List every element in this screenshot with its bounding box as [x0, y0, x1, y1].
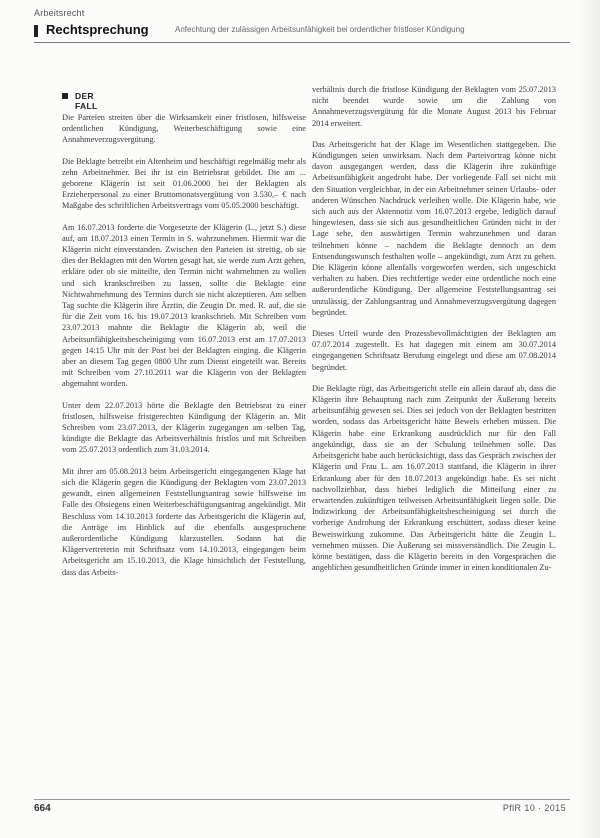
paragraph: Am 16.07.2013 forderte die Vorgesetzte der Klägerin (L., jetzt S.) diese auf, am 18.07.2013 einen Termin in S. wahrzunehmen. Hiermit war die Klägerin nicht einverstanden. Zwischen den Parteien ist streitig, ob sie dies der Beklagten mit den Worten gesagt hat, sie werde zum Arzt gehen, erkläre oder ob sie mitteilte, den Termin nicht wahrnehmen zu wollen und sich krankschreiben zu lassen, sollte die Beklagte eine Nichtwahrnehmung des Termins durch sie nicht akzeptieren. Am selben Tag suchte die Klägerin ihre Ärztin, die Zeugin Dr. med. R. auf, die sie für die Zeit vom 16. bis 19.07.2013 krankschrieb. Mit Schreiben vom 23.07.2013 mahnte die Beklagte die Klägerin ab, weil die Arbeitsunfähigkeitsbescheinigung vom 16.07.2013 erst am 17.07.2013 gegen 14:15 Uhr mit der Post bei der Beklagten einging. die Klägerin aber an diesem Tag gegen 0800 Uhr zum Dienst eingeteilt war. Bereits mit Schreiben vom 27.10.2011 war die Klägerin von der Beklagten abgemahnt worden. [62, 222, 306, 389]
header-title: Rechtsprechung [46, 22, 149, 37]
heading-bullet-icon [62, 93, 68, 99]
journal-reference: PflR 10 · 2015 [502, 803, 566, 813]
header-rule [34, 42, 570, 43]
paragraph: Die Beklagte betreibt ein Altenheim und beschäftigt regelmäßig mehr als zehn Arbeitnehmer. Bei ihr ist ein Betriebsrat gebildet. Die am ... geborene Klägerin ist seit 01.06.2000 bei der Beklagten als Erzieherpersonal zu einer Bruttomonatsvergütung von 3.530,– € nach Maßgabe des schriftlichen Arbeitsvertrags vom 05.05.2000 beschäftigt. [62, 156, 306, 211]
paragraph: Die Parteien streiten über die Wirksamkeit einer fristlosen, hilfsweise ordentlichen Kündigung, Weiterbeschäftigung sowie eine Annahmeverzugsvergütung. [62, 113, 306, 145]
paragraph: Mit ihrer am 05.08.2013 beim Arbeitsgericht eingegangenen Klage hat sich die Klägerin gegen die Kündigung der Beklagten vom 23.07.2013 gewandt, einen allgemeinen Feststellungsantrag sowie hilfsweise im Falle des Obsiegens einen Weiterbeschäftigungsantrag angekündigt. Mit Beschluss vom 14.10.2013 forderte das Arbeitsgericht die Klägerin auf, die Anträge im Hinblick auf die ebenfalls ausgesprochene außerordentliche Kündigung klarzustellen. Sodann hat die Klägervertreterin mit Schriftsatz vom 14.10.2013, eingegangen beim Arbeitsgericht am 15.10.2013, die Klage hinsichtlich der Feststellung, dass das Arbeits- [62, 466, 306, 577]
paragraph: Die Beklagte rügt, das Arbeitsgericht stelle ein allein darauf ab, dass die Klägerin ihre Behauptung nach zum Zeitpunkt der Äußerung bereits arbeitsunfähig gewesen sei. Dies sei jedoch von der Beklagten bestritten worden, sodass das Arbeitsgericht hätte Beweis erheben müssen. Die Klägerin habe eine Erkrankung ausdrücklich nur für den Fall angekündigt, dass sie an der Schulung teilnehmen solle. Das Arbeitsgericht habe auch berücksichtigt, dass das Gespräch zwischen der Klägerin und Frau L. am 16.07.2013 stattfand, die Klägerin in ihrer Erkrankung aber für den 18.07.2013 angekündigt habe. Es sei nicht nachvollziehbar, dass hiebei lediglich die Mitteilung einer zu erwartenden zukünftigen teilweisen Arbeitsunfähigkeit liegen solle. Die Indizwirkung der Arbeitsunfähigkeitsbescheinigung sei durch die vorherige Androhung der Erkrankung erschüttert, sodass dieser keine Beweiswirkung zukomme. Das Arbeitsgericht hätte die Zeugin L. vernehmen müssen. Die Äußerung sei missverständlich. Die Zeugin L. könne bestätigen, dass die Klägerin bereits in den Vorgesprächen die angeblichen gesundheitlichen Gründe immer in einen konditionalen Zu- [312, 383, 556, 573]
header-marker [34, 25, 38, 37]
paragraph: Unter dem 22.07.2013 hörte die Beklagte den Betriebsrat zu einer fristlosen, hilfsweise fristgerechten Kündigung der Klägerin an. Mit Schreiben vom 23.07.2013, der Klägerin zugegangen am selben Tag, kündigte die Beklagte das Arbeitsverhältnis fristlos und mit Schreiben vom 25.07.2013 ordentlich zum 31.03.2014. [62, 400, 306, 455]
scan-shadow [578, 0, 600, 838]
right-column [312, 84, 556, 583]
page-number: 664 [34, 803, 51, 814]
section-label: Arbeitsrecht [34, 8, 85, 18]
case-heading-label: DER FALL [75, 91, 98, 111]
paragraph: verhältnis durch die fristlose Kündigung der Beklagten vom 25.07.2013 nicht beendet wurde sowie um die Zahlung von Annahmeverzugsvergütung für die Monate August 2013 bis Februar 2014 erweitert. [312, 85, 556, 128]
page-header [34, 22, 574, 40]
left-column [62, 112, 306, 588]
header-subtitle: Anfechtung der zulässigen Arbeitsunfähigkeit bei ordentlicher fristloser Kündigung [175, 25, 465, 34]
paragraph: Dieses Urteil wurde den Prozessbevollmächtigten der Beklagten am 07.07.2014 zugestellt. Es hat dagegen mit einem am 30.07.2014 eingegangenen Schriftsatz Berufung eingelegt und diese am 07.08.2014 begründet. [312, 329, 556, 372]
paragraph: Das Arbeitsgericht hat der Klage im Wesentlichen stattgegeben. Die Kündigungen seien unwirksam. Nach dem Parteivortrag könne nicht davon ausgegangen werden, dass die Klägerin ihre zukünftige Arbeitsunfähigkeit angedroht habe. Der vorliegende Fall sei nicht mit den Situation vergleichbar, in der ein Arbeitnehmer seinen Urlaubs- oder anderen Wünschen Nachdruck verleihen wolle. Die Klägerin habe, wie sich auch aus der Aktennotiz vom 16.07.2013 ergebe, lediglich darauf hingewiesen, dass sie sich aus gesundheitlichen Gründen nicht in der Lage sehe, den auswärtigen Termin wahrzunehmen und daran teilnehmen könne – nachdem die Beklagte dennoch an dem Entsendungswunsch festhalten wolle – angekündigt, zum Arzt zu gehen. Die Klägerin könne allenfalls vorgeworfen werden, sich ungeschickt verhalten zu haben. Dies rechtfertige weder eine ordentliche noch eine außerordentliche Kündigung. Der allgemeine Feststellungsantrag sei unzulässig, der Zahlungsantrag und Annahmeverzugsvergütung dagegen begründet. [312, 139, 556, 317]
footer-rule [34, 799, 570, 800]
